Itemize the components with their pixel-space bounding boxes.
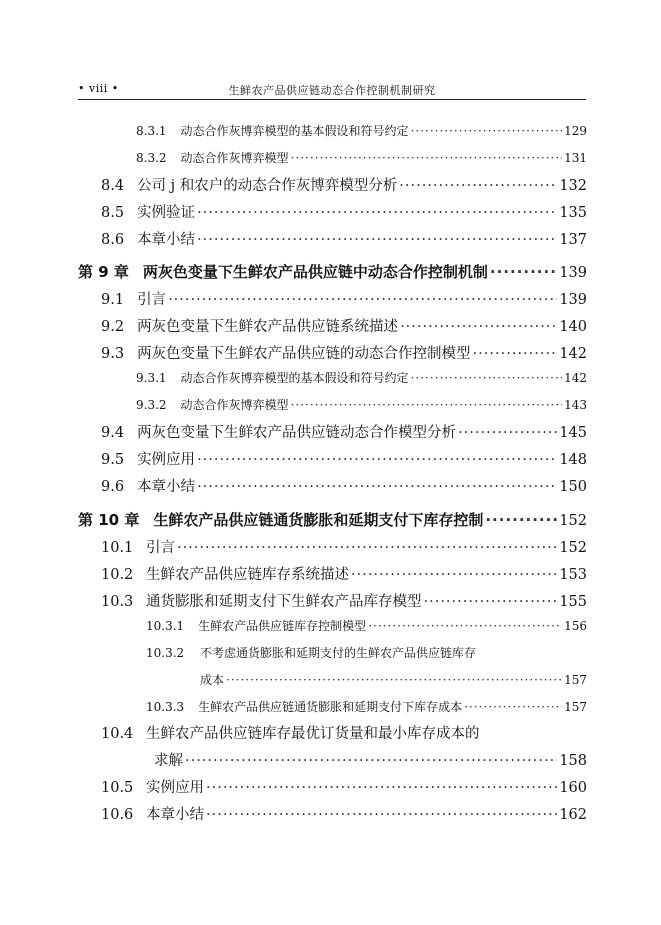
toc-entry-title: 本章小结: [137, 479, 196, 495]
toc-entry-number: 10.3.1: [146, 619, 185, 633]
header-page-number: • viii •: [78, 82, 119, 95]
leader-dots: [424, 594, 558, 610]
toc-entry-page: 150: [559, 479, 587, 495]
toc-chapter-page: 139: [559, 265, 587, 281]
toc-entry-title: 动态合作灰博弈模型: [180, 398, 289, 412]
leader-dots: [351, 567, 557, 583]
toc-chapter-page: 152: [559, 513, 587, 529]
toc-entry-number: 9.4: [101, 425, 125, 441]
leader-dots: [473, 346, 558, 362]
toc-entry-number: 8.5: [101, 205, 125, 221]
toc-entry[interactable]: [101, 421, 587, 443]
toc-entry-page: 158: [559, 753, 587, 769]
toc-entry-page: 162: [559, 807, 587, 823]
toc-entry-number: 10.5: [101, 780, 134, 796]
toc-entry-title: 两灰色变量下生鲜农产品供应链的动态合作控制模型: [137, 346, 471, 362]
toc-entry-title: 生鲜农产品供应链库存最优订货量和最小库存成本的: [146, 726, 480, 742]
leader-dots: [206, 780, 557, 796]
toc-entry[interactable]: [146, 698, 587, 720]
toc-entry-number: 10.1: [101, 540, 134, 556]
toc-entry-title: 两灰色变量下生鲜农产品供应链动态合作模型分析: [137, 425, 457, 441]
leader-dots: [197, 452, 557, 468]
toc-entry[interactable]: [101, 342, 587, 364]
toc-entry[interactable]: [136, 396, 587, 418]
toc-entry-number: 10.4: [101, 726, 134, 742]
toc-entry-title: 公司 j 和农户的动态合作灰博弈模型分析: [137, 178, 398, 194]
leader-dots: [206, 807, 557, 823]
toc-entry-number: 9.5: [101, 452, 125, 468]
toc-entry-title: 实例应用: [137, 452, 196, 468]
leader-dots: [177, 540, 557, 556]
toc-entry[interactable]: [101, 448, 587, 470]
toc-entry-title: 生鲜农产品供应链库存控制模型: [198, 619, 367, 633]
leader-dots: [368, 619, 562, 633]
toc-entry-title: 不考虑通货膨胀和延期支付的生鲜农产品供应链库存: [200, 646, 477, 660]
toc-entry[interactable]: [136, 149, 587, 171]
toc-entry-page: 145: [559, 425, 587, 441]
leader-dots: [458, 425, 557, 441]
leader-dots: [411, 371, 563, 385]
leader-dots: [168, 292, 557, 308]
toc-entry-title-continuation: 求解: [154, 753, 183, 769]
toc-entry-title-continuation: 成本: [200, 673, 225, 687]
toc-entry-page: 129: [564, 124, 587, 138]
toc-entry-title: 动态合作灰博弈模型的基本假设和符号约定: [180, 371, 409, 385]
toc-entry-number: 8.4: [101, 178, 125, 194]
leader-dots: [490, 263, 557, 281]
toc-entry-number: 9.3: [101, 346, 125, 362]
toc-entry[interactable]: [101, 590, 587, 612]
toc-entry[interactable]: [101, 228, 587, 250]
toc-entry[interactable]: [146, 644, 587, 666]
toc-entry[interactable]: [101, 722, 587, 744]
toc-entry[interactable]: [101, 776, 587, 798]
toc-entry-title: 本章小结: [137, 232, 196, 248]
toc-entry[interactable]: [101, 475, 587, 497]
toc-entry-page: 157: [564, 673, 587, 687]
toc-entry-page: 142: [559, 346, 587, 362]
toc-entry-page: 157: [564, 700, 587, 714]
toc-chapter[interactable]: [78, 509, 587, 531]
toc-entry-page: 153: [559, 567, 587, 583]
leader-dots: [291, 151, 563, 165]
toc-entry[interactable]: [136, 369, 587, 391]
leader-dots: [400, 319, 557, 335]
toc-entry-number: 9.3.2: [136, 398, 167, 412]
leader-dots: [197, 479, 557, 495]
leader-dots: [226, 673, 562, 687]
toc-entry-number: 9.3.1: [136, 371, 167, 385]
toc-entry-number: 9.6: [101, 479, 125, 495]
toc-entry-number: 9.2: [101, 319, 125, 335]
toc-entry-page: 131: [564, 151, 587, 165]
toc-entry-continuation[interactable]: [200, 671, 587, 693]
toc-entry-page: 140: [559, 319, 587, 335]
toc-entry-title: 实例验证: [137, 205, 196, 221]
toc-entry-number: 8.3.1: [136, 124, 167, 138]
toc-entry[interactable]: [101, 174, 587, 196]
toc-entry-page: 135: [559, 205, 587, 221]
toc-entry-title: 生鲜农产品供应链库存系统描述: [146, 567, 349, 583]
toc-entry-number: 8.6: [101, 232, 125, 248]
toc-entry-page: 160: [559, 780, 587, 796]
leader-dots: [185, 753, 557, 769]
toc-entry[interactable]: [101, 201, 587, 223]
toc-entry[interactable]: [101, 803, 587, 825]
toc-entry-page: 156: [564, 619, 587, 633]
toc-entry-number: 10.3.3: [146, 700, 185, 714]
toc-entry-title: 实例应用: [146, 780, 204, 796]
toc-entry-page: 139: [559, 292, 587, 308]
toc-entry-title: 动态合作灰博弈模型: [180, 151, 289, 165]
toc-chapter-title: 生鲜农产品供应链通货膨胀和延期支付下库存控制: [153, 511, 484, 529]
toc-entry-number: 10.3.2: [146, 646, 185, 660]
leader-dots: [197, 205, 557, 221]
toc-entry-number: 8.3.2: [136, 151, 167, 165]
leader-dots: [485, 511, 557, 529]
toc-entry[interactable]: [101, 563, 587, 585]
toc-entry-title: 两灰色变量下生鲜农产品供应链系统描述: [137, 319, 399, 335]
toc-entry-title: 通货膨胀和延期支付下生鲜农产品库存模型: [146, 594, 422, 610]
toc-entry-page: 148: [559, 452, 587, 468]
toc-entry-number: 9.1: [101, 292, 125, 308]
toc-entry-title: 动态合作灰博弈模型的基本假设和符号约定: [180, 124, 409, 138]
toc-entry[interactable]: [101, 288, 587, 310]
toc-chapter[interactable]: [78, 261, 587, 283]
leader-dots: [291, 398, 563, 412]
toc-entry-page: 142: [564, 371, 587, 385]
toc-entry[interactable]: [101, 536, 587, 558]
toc-chapter-title: 两灰色变量下生鲜农产品供应链中动态合作控制机制: [142, 263, 488, 281]
leader-dots: [411, 124, 563, 138]
toc-entry-page: 152: [559, 540, 587, 556]
toc-entry-number: 10.6: [101, 807, 134, 823]
leader-dots: [197, 232, 557, 248]
toc-entry-title: 引言: [137, 292, 167, 308]
toc-entry-title: 本章小结: [146, 807, 204, 823]
toc-entry-page: 132: [559, 178, 587, 194]
toc-entry[interactable]: [136, 122, 587, 144]
toc-chapter-number: 第 9 章: [78, 263, 129, 281]
toc-entry-number: 10.2: [101, 567, 134, 583]
toc-entry-title: 引言: [146, 540, 175, 556]
leader-dots: [464, 700, 562, 714]
toc-entry[interactable]: [101, 315, 587, 337]
toc-entry-continuation[interactable]: [154, 749, 587, 771]
toc-entry[interactable]: [146, 617, 587, 639]
toc-entry-title: 生鲜农产品供应链通货膨胀和延期支付下库存成本: [198, 700, 463, 714]
toc-entry-page: 143: [564, 398, 587, 412]
toc-entry-number: 10.3: [101, 594, 134, 610]
toc-entry-page: 137: [559, 232, 587, 248]
leader-dots: [399, 178, 557, 194]
toc-chapter-number: 第 10 章: [78, 511, 140, 529]
toc-entry-page: 155: [559, 594, 587, 610]
header-book-title: 生鲜农产品供应链动态合作控制机制研究: [228, 84, 436, 97]
